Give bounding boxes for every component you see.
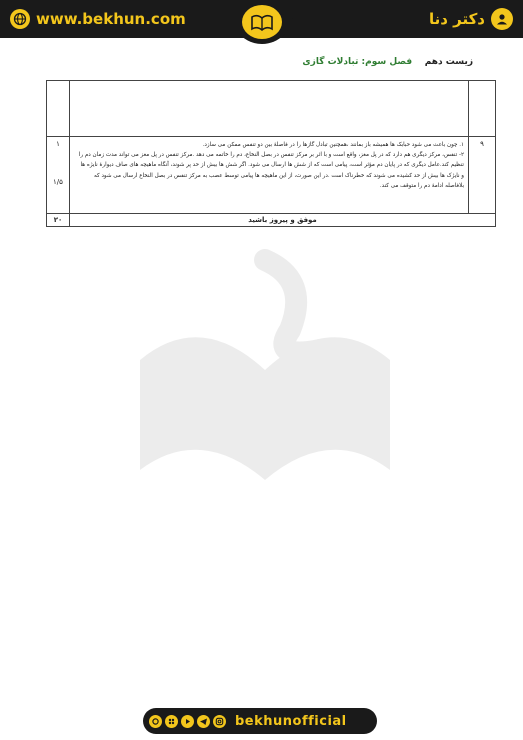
answer-cell — [70, 81, 469, 137]
answer-part-2: ۲- تنفس، مرکز دیگری هم دارد که در پل مغز، واقع است و با اثر بر مرکز تنفس در بصل النخاع، دم را خاتمه می دهد .مرکز تنفس در پل مغز می تواند مدت زمان دم را تنظیم کند.عامل دیگری که در پایان دم مؤثر است، پیامی است که از شش ها ارسال می شود. اگر شش ها بیش از حد پر شوند، آنگاه ماهیچه های صاف دیوارهٔ نایژه ها و نایژک ها بیش از حد کشیده می شوند که خطرناک است .در این صورت، از این ماهیچه ها پیامی توسط عصب به مرکز تنفس در بصل النخاع ارسال می شود که بلافاصله ادامهٔ دم را متوقف می کند. — [78, 152, 464, 189]
subject-heading — [302, 57, 473, 67]
score-cell — [47, 137, 70, 214]
social-handle[interactable]: bekhunofficial — [235, 713, 347, 729]
question-number: ۹ — [480, 140, 484, 148]
brand-name: دکتر دنا — [428, 10, 485, 28]
instagram-icon[interactable] — [213, 715, 226, 728]
site-url: www.bekhun.com — [36, 10, 186, 28]
table-row — [47, 214, 496, 227]
total-score: ۲۰ — [53, 216, 63, 224]
closing-cell — [70, 214, 496, 227]
user-icon — [491, 8, 513, 30]
book-watermark-icon — [120, 240, 410, 490]
brand-label — [429, 8, 513, 30]
answer-cell — [70, 137, 469, 214]
globe-icon — [10, 9, 30, 29]
chapter-title: فصل سوم: تبادلات گازی — [302, 57, 413, 67]
answer-table — [46, 80, 496, 227]
score-part-1: ۱ — [56, 140, 60, 148]
question-number-cell — [469, 81, 496, 137]
site-link[interactable] — [10, 9, 186, 29]
eitaa-icon[interactable] — [149, 715, 162, 728]
book-logo-icon — [242, 5, 282, 39]
table-row — [47, 81, 496, 137]
subject-title: زیست دهم — [424, 57, 473, 67]
answer-part-1: ۱. چون باعث می شود حبابک ها همیشه باز بمانند ،همچنین تبادل گازها را در فاصلهٔ بین دو تنفس ممکن می سازد. — [202, 142, 464, 148]
social-bar — [143, 708, 377, 734]
closing-message: موفق و پیروز باشید — [248, 216, 317, 224]
score-part-2: ۱/۵ — [53, 178, 63, 186]
telegram-icon[interactable] — [197, 715, 210, 728]
question-number-cell — [469, 137, 496, 214]
aparat-icon[interactable] — [165, 715, 178, 728]
total-score-cell — [47, 214, 70, 227]
youtube-icon[interactable] — [181, 715, 194, 728]
score-cell — [47, 81, 70, 137]
table-row — [47, 137, 496, 214]
